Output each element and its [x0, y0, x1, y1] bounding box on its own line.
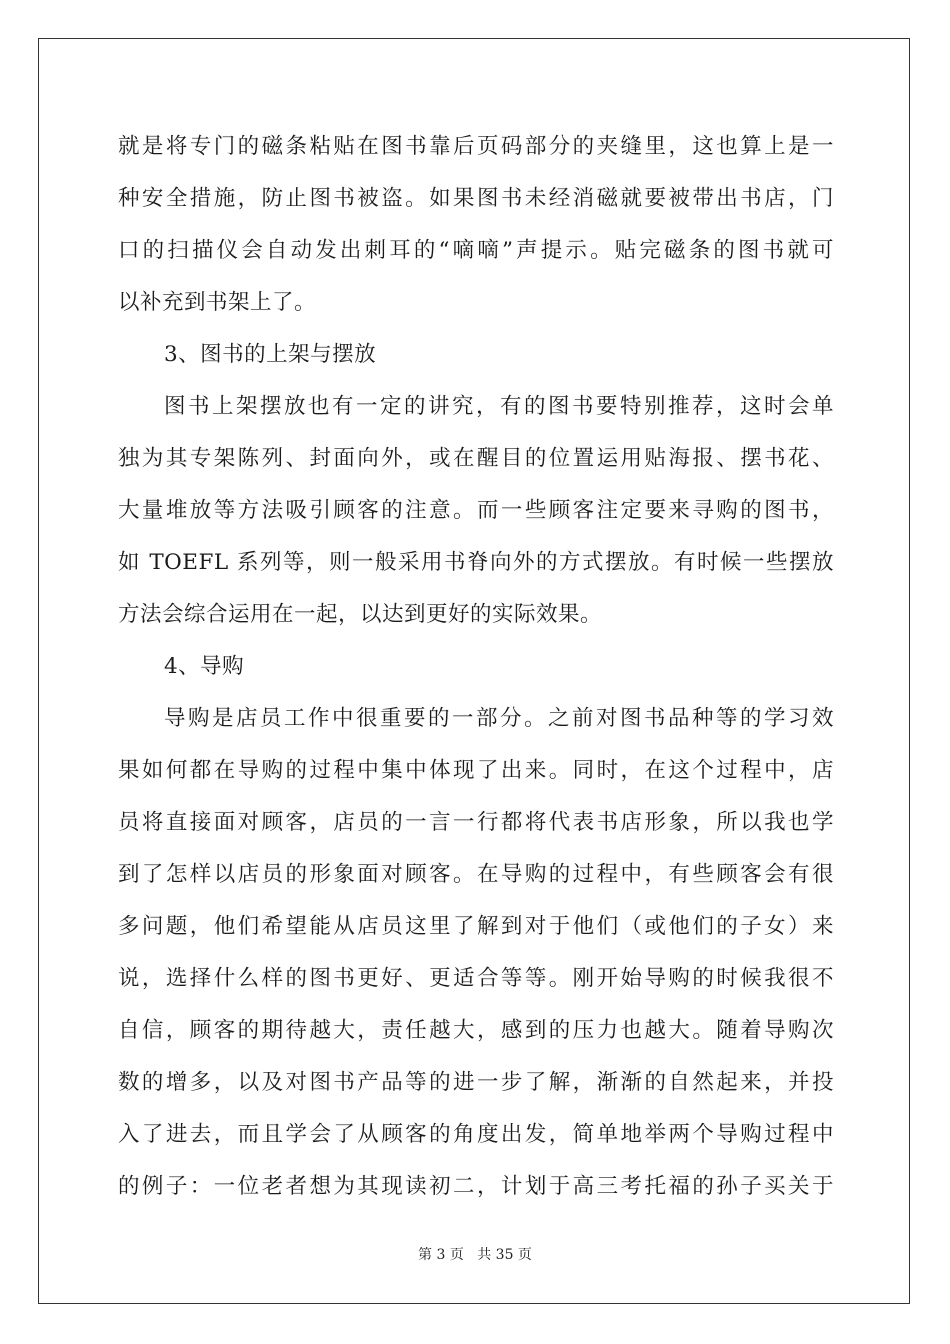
text-line: 员将直接面对顾客，店员的一言一行都将代表书店形象，所以我也学 [118, 810, 834, 835]
text-line: 就是将专门的磁条粘贴在图书靠后页码部分的夹缝里，这也算上是一 [118, 134, 834, 159]
text-line: 口的扫描仪会自动发出刺耳的“嘀嘀”声提示。贴完磁条的图书就可 [118, 238, 834, 263]
text-line: 图书上架摆放也有一定的讲究，有的图书要特别推荐，这时会单 [164, 394, 834, 419]
text-line: 以补充到书架上了。 [118, 290, 317, 315]
page-total: 共 35 页 [477, 1247, 532, 1263]
text-line: 的例子：一位老者想为其现读初二，计划于高三考托福的孙子买关于 [118, 1174, 834, 1199]
page-number: 第 3 页 [418, 1247, 464, 1263]
text-line: 方法会综合运用在一起，以达到更好的实际效果。 [118, 602, 603, 627]
text-line: 导购是店员工作中很重要的一部分。之前对图书品种等的学习效 [164, 706, 834, 731]
text-line: 果如何都在导购的过程中集中体现了出来。同时，在这个过程中，店 [118, 758, 834, 783]
text-line: 自信，顾客的期待越大，责任越大，感到的压力也越大。随着导购次 [118, 1018, 834, 1043]
text-line: 大量堆放等方法吸引顾客的注意。而一些顾客注定要来寻购的图书， [118, 498, 834, 523]
text-line: 种安全措施，防止图书被盗。如果图书未经消磁就要被带出书店，门 [118, 186, 834, 211]
section-heading: 3、图书的上架与摆放 [164, 342, 377, 367]
text-line: 如 TOEFL 系列等，则一般采用书脊向外的方式摆放。有时候一些摆放 [118, 550, 834, 575]
text-line: 说，选择什么样的图书更好、更适合等等。刚开始导购的时候我很不 [118, 966, 834, 991]
document-body [118, 121, 834, 1213]
page-footer [0, 1244, 950, 1264]
text-line: 多问题，他们希望能从店员这里了解到对于他们（或他们的子女）来 [118, 914, 834, 939]
text-line: 到了怎样以店员的形象面对顾客。在导购的过程中，有些顾客会有很 [118, 862, 834, 887]
text-line: 入了进去，而且学会了从顾客的角度出发，简单地举两个导购过程中 [118, 1122, 834, 1147]
section-heading: 4、导购 [164, 654, 245, 679]
text-line: 数的增多，以及对图书产品等的进一步了解，渐渐的自然起来，并投 [118, 1070, 834, 1095]
text-line: 独为其专架陈列、封面向外，或在醒目的位置运用贴海报、摆书花、 [118, 446, 834, 471]
